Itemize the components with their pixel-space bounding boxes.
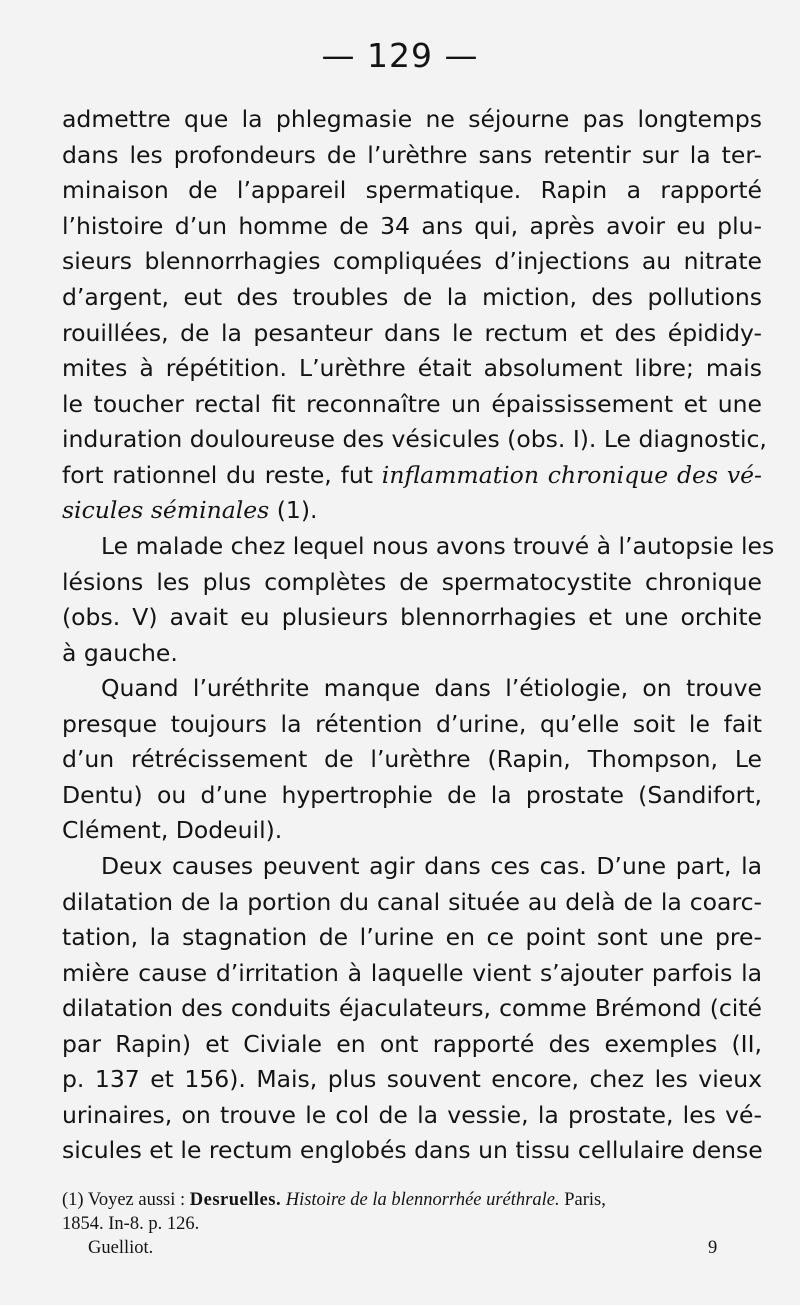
text-line: mites à répétition. L’urèthre était absolument libre; mais [62, 354, 762, 382]
text-line: (obs. V) avait eu plusieurs blennorrhagies et une orchite [62, 603, 762, 631]
text-line: par Rapin) et Civiale en ont rapporté des exemples (II, [62, 1030, 762, 1058]
text-line: lésions les plus complètes de spermatocystite chronique [62, 568, 762, 596]
footnote-author: Desruelles. [189, 1190, 282, 1210]
text-line: Quand l’uréthrite manque dans l’étiologie, on trouve [101, 674, 762, 702]
text-line [62, 495, 762, 525]
text-line: dans les profondeurs de l’urèthre sans retentir sur la ter- [62, 141, 762, 169]
italic-text: inflammation chronique des vé- [381, 461, 762, 489]
text-line [62, 460, 762, 490]
text-segment: (1). [269, 496, 318, 524]
signature-name: Guelliot. [88, 1238, 154, 1258]
text-line: tation, la stagnation de l’urine en ce point sont une pre- [62, 923, 762, 951]
signature-sheet: 9 [708, 1238, 718, 1258]
text-line: dilatation des conduits éjaculateurs, comme Brémond (cité [62, 994, 762, 1022]
footnote-marker: (1) Voyez aussi : [62, 1190, 190, 1210]
page-number: — 129 — [321, 36, 479, 75]
text-line: sicules et le rectum englobés dans un tissu cellulaire dense [62, 1136, 763, 1164]
text-line: l’histoire d’un homme de 34 ans qui, après avoir eu plu- [62, 212, 762, 240]
text-line: d’un rétrécissement de l’urèthre (Rapin, Thompson, Le [62, 745, 762, 773]
text-line: minaison de l’appareil spermatique. Rapin a rapporté [62, 176, 762, 204]
text-line: sieurs blennorrhagies compliquées d’injections au nitrate [62, 247, 762, 275]
text-segment: fort rationnel du reste, fut [62, 461, 382, 489]
text-line: le toucher rectal fit reconnaître un épaississement et une [62, 390, 762, 418]
text-line: induration douloureuse des vésicules (obs. I). Le diagnostic, [62, 425, 767, 453]
text-line: presque toujours la rétention d’urine, qu’elle soit le fait [62, 710, 762, 738]
footnote-title: Histoire de la blennorrhée uréthrale. [281, 1190, 560, 1210]
text-line: admettre que la phlegmasie ne séjourne pas longtemps [62, 105, 762, 133]
text-line: d’argent, eut des troubles de la miction, des pollutions [62, 283, 762, 311]
footnote-line: 1854. In-8. p. 126. [62, 1214, 200, 1234]
italic-text: sicules séminales [62, 496, 270, 524]
text-line: à gauche. [62, 639, 178, 667]
text-line: p. 137 et 156). Mais, plus souvent encore, chez les vieux [62, 1065, 762, 1093]
text-line: urinaires, on trouve le col de la vessie, la prostate, les vé- [62, 1101, 762, 1129]
text-line: Le malade chez lequel nous avons trouvé à l’autopsie les [101, 532, 775, 560]
text-line: mière cause d’irritation à laquelle vient s’ajouter parfois la [62, 959, 762, 987]
footnote [62, 1189, 606, 1211]
text-line: Clément, Dodeuil). [62, 816, 283, 844]
text-line: Dentu) ou d’une hypertrophie de la prostate (Sandifort, [62, 781, 762, 809]
footnote-place: Paris, [559, 1190, 606, 1210]
text-line: dilatation de la portion du canal située au delà de la coarc- [62, 888, 762, 916]
text-line: Deux causes peuvent agir dans ces cas. D’une part, la [101, 852, 762, 880]
text-line: rouillées, de la pesanteur dans le rectum et des épididy- [62, 319, 762, 347]
